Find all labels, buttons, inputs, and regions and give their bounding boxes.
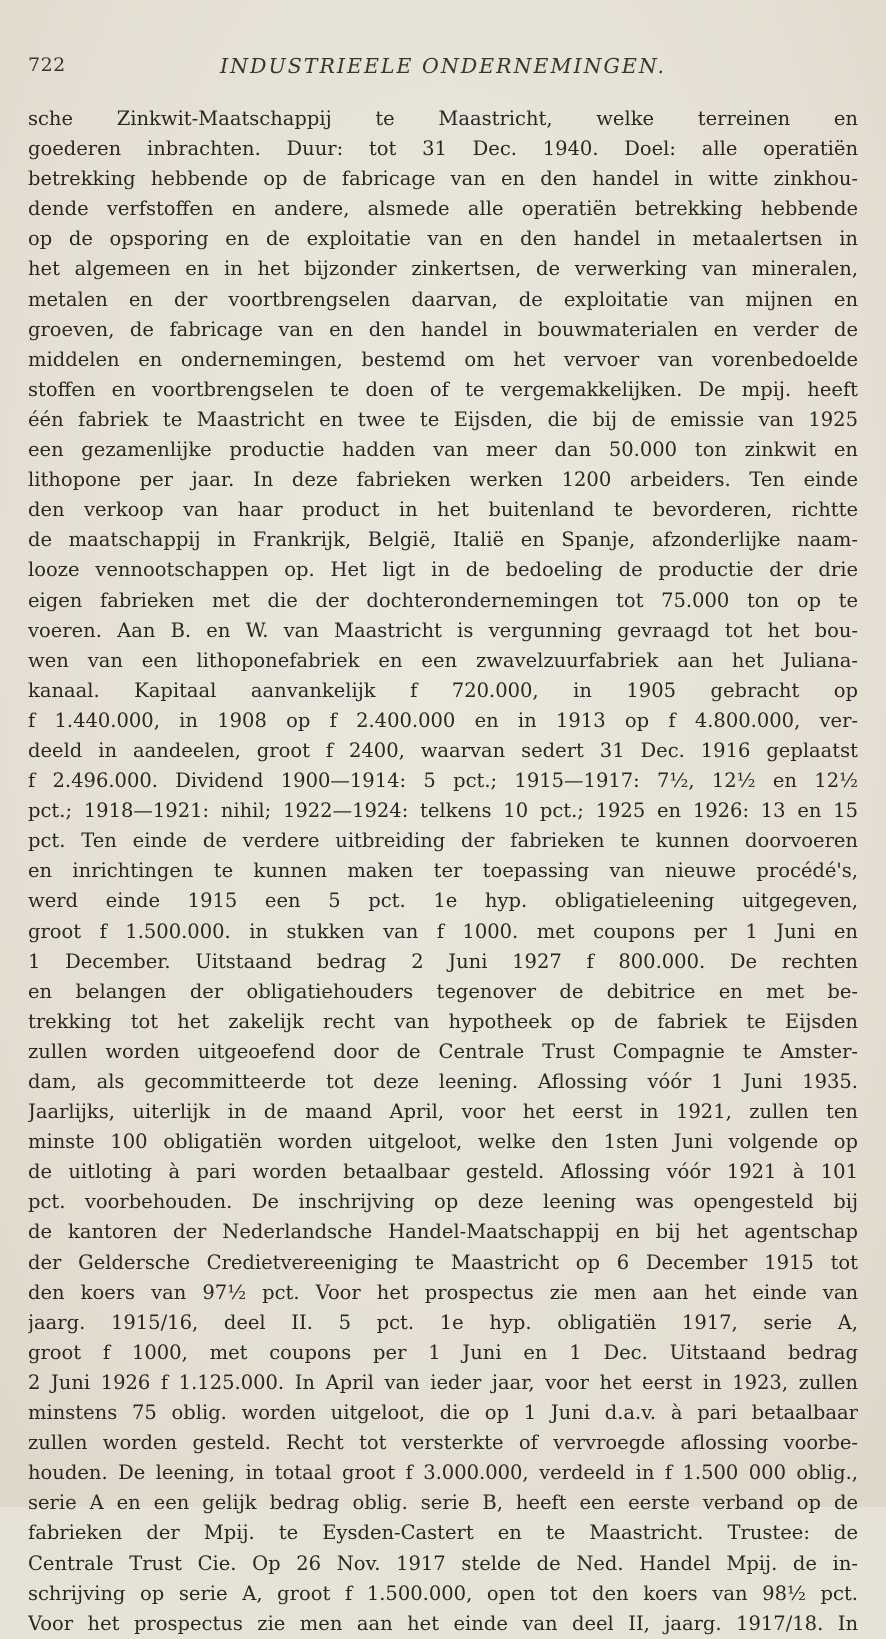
text-line: kanaal. Kapitaal aanvankelijk f 720.000, in 1905 gebracht op — [28, 678, 858, 702]
text-line: Voor het prospectus zie men aan het einde van deel II, jaarg. 1917/18. In — [28, 1611, 858, 1635]
text-line: Jaarlijks, uiterlijk in de maand April, voor het eerst in 1921, zullen ten — [28, 1100, 858, 1124]
text-line: metalen en der voortbrengselen daarvan, de exploitatie van mijnen en — [28, 287, 858, 311]
text-line: eigen fabrieken met die der dochterondernemingen tot 75.000 ton op te — [28, 588, 858, 612]
text-line: dam, als gecommitteerde tot deze leening. Aflossing vóór 1 Juni 1935. — [28, 1070, 858, 1093]
running-title: INDUSTRIEELE ONDERNEMINGEN. — [219, 54, 666, 78]
text-line: het algemeen en in het bijzonder zinkertsen, de verwerking van mineralen, — [28, 257, 858, 281]
text-line: den koers van 97½ pct. Voor het prospectus zie men aan het einde van — [28, 1280, 858, 1304]
text-line: 1 December. Uitstaand bedrag 2 Juni 1927 f 800.000. De rechten — [28, 949, 858, 973]
text-line: groeven, de fabricage van en den handel in bouwmaterialen en verder de — [28, 317, 858, 341]
text-line: betrekking hebbende op de fabricage van en den handel in witte zinkhou- — [28, 167, 858, 191]
text-line: trekking tot het zakelijk recht van hypotheek op de fabriek te Eijsden — [28, 1009, 858, 1033]
body-text — [28, 104, 858, 1639]
text-line: 2 Juni 1926 f 1.125.000. In April van ieder jaar, voor het eerst in 1923, zullen — [28, 1370, 858, 1394]
text-line: minstens 75 oblig. worden uitgeloot, die op 1 Juni d.a.v. à pari betaalbaar — [28, 1401, 858, 1425]
text-line: goederen inbrachten. Duur: tot 31 Dec. 1940. Doel: alle operatiën — [28, 137, 858, 161]
text-line: sche Zinkwit-Maatschappij te Maastricht, welke terreinen en — [28, 107, 858, 130]
text-line: voeren. Aan B. en W. van Maastricht is vergunning gevraagd tot het bou- — [28, 618, 858, 642]
text-line: dende verfstoffen en andere, alsmede alle operatiën betrekking hebbende — [28, 197, 858, 221]
text-line: houden. De leening, in totaal groot f 3.000.000, verdeeld in f 1.500 000 oblig., — [28, 1461, 858, 1485]
text-line: pct.; 1918—1921: nihil; 1922—1924: telkens 10 pct.; 1925 en 1926: 13 en 15 — [28, 799, 858, 823]
text-line: pct. voorbehouden. De inschrijving op deze leening was opengesteld bij — [28, 1190, 858, 1214]
text-line: zullen worden gesteld. Recht tot versterkte of vervroegde aflossing voorbe- — [28, 1431, 858, 1455]
text-line: schrijving op serie A, groot f 1.500.000, open tot den koers van 98½ pct. — [28, 1581, 858, 1605]
text-line: den verkoop van haar product in het buitenland te bevorderen, richtte — [28, 498, 858, 522]
text-line: op de opsporing en de exploitatie van en den handel in metaalertsen in — [28, 227, 858, 251]
text-line: een gezamenlijke productie hadden van meer dan 50.000 ton zinkwit en — [28, 438, 858, 462]
text-line: looze vennootschappen op. Het ligt in de bedoeling de productie der drie — [28, 558, 858, 582]
text-line: deeld in aandeelen, groot f 2400, waarvan sedert 31 Dec. 1916 geplaatst — [28, 738, 858, 762]
text-line: groot f 1000, met coupons per 1 Juni en 1 Dec. Uitstaand bedrag — [28, 1340, 858, 1364]
text-line: de kantoren der Nederlandsche Handel-Maatschappij en bij het agentschap — [28, 1220, 858, 1244]
text-line: minste 100 obligatiën worden uitgeloot, welke den 1sten Juni volgende op — [28, 1130, 858, 1154]
text-line: en inrichtingen te kunnen maken ter toepassing van nieuwe procédé's, — [28, 859, 858, 883]
text-line: groot f 1.500.000. in stukken van f 1000. met coupons per 1 Juni en — [28, 919, 858, 943]
text-line: Centrale Trust Cie. Op 26 Nov. 1917 stelde de Ned. Handel Mpij. de in- — [28, 1551, 858, 1575]
text-line: middelen en ondernemingen, bestemd om het vervoer van vorenbedoelde — [28, 347, 858, 371]
text-line: zullen worden uitgeoefend door de Centrale Trust Compagnie te Amster- — [28, 1039, 858, 1063]
text-line: f 2.496.000. Dividend 1900—1914: 5 pct.; 1915—1917: 7½, 12½ en 12½ — [28, 769, 858, 793]
text-line: werd einde 1915 een 5 pct. 1e hyp. obligatieleening uitgegeven, — [28, 889, 858, 913]
text-line: jaarg. 1915/16, deel II. 5 pct. 1e hyp. obligatiën 1917, serie A, — [28, 1310, 858, 1334]
text-line: één fabriek te Maastricht en twee te Eijsden, die bij de emissie van 1925 — [28, 407, 858, 431]
text-line: fabrieken der Mpij. te Eysden-Castert en te Maastricht. Trustee: de — [28, 1521, 858, 1545]
text-line: pct. Ten einde de verdere uitbreiding der fabrieken te kunnen doorvoeren — [28, 829, 858, 853]
page-number: 722 — [28, 54, 66, 76]
text-line: serie A en een gelijk bedrag oblig. serie B, heeft een eerste verband op de — [28, 1491, 858, 1515]
text-line: wen van een lithoponefabriek en een zwavelzuurfabriek aan het Juliana- — [28, 648, 858, 672]
text-line: en belangen der obligatiehouders tegenover de debitrice en met be- — [28, 979, 858, 1003]
text-line: de maatschappij in Frankrijk, België, Italië en Spanje, afzonderlijke naam- — [28, 528, 858, 552]
page-header — [28, 54, 858, 94]
text-line: de uitloting à pari worden betaalbaar gesteld. Aflossing vóór 1921 à 101 — [28, 1160, 858, 1184]
text-line: f 1.440.000, in 1908 op f 2.400.000 en in 1913 op f 4.800.000, ver- — [28, 708, 858, 732]
text-line: der Geldersche Credietvereeniging te Maastricht op 6 December 1915 tot — [28, 1250, 858, 1274]
text-line: lithopone per jaar. In deze fabrieken werken 1200 arbeiders. Ten einde — [28, 468, 858, 492]
text-line: stoffen en voortbrengselen te doen of te vergemakkelijken. De mpij. heeft — [28, 377, 858, 401]
